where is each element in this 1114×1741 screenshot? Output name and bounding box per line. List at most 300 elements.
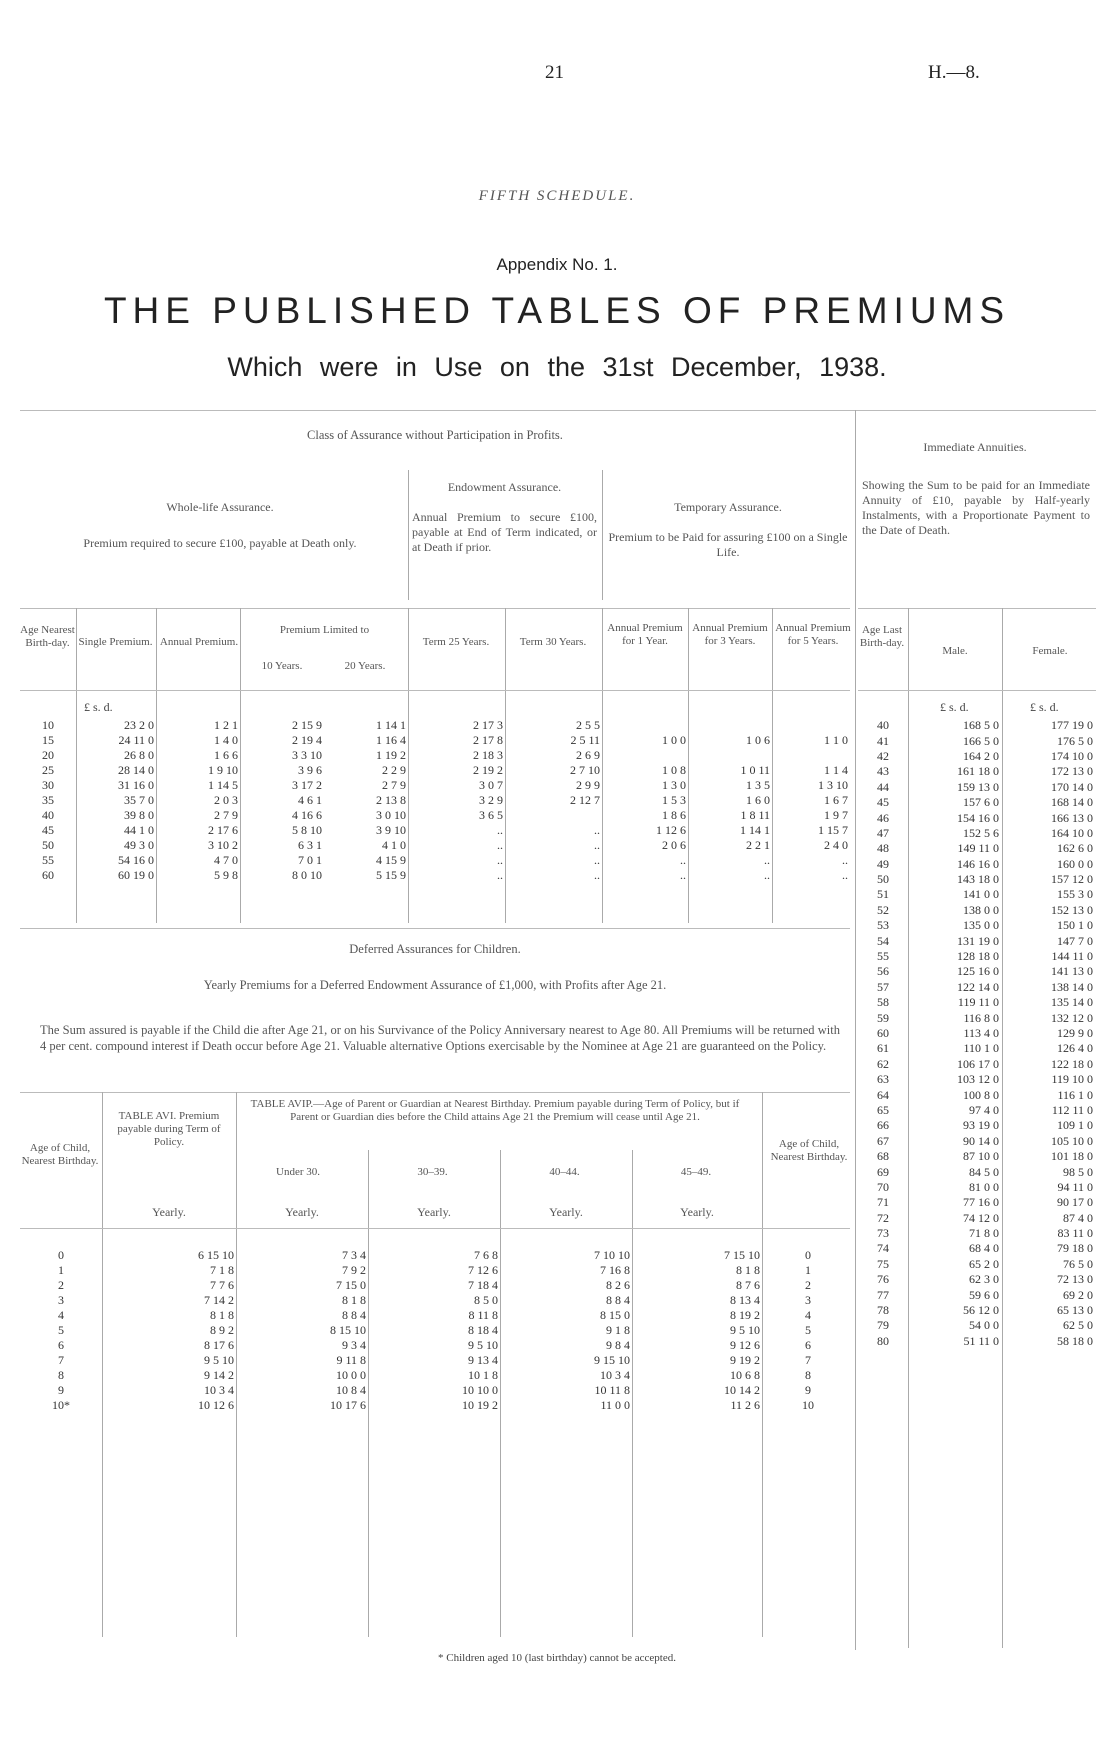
table-cell: 9 8 4 xyxy=(606,1338,630,1352)
lsd-marker-male: £ s. d. xyxy=(940,700,969,714)
table-cell: 76 xyxy=(877,1272,889,1287)
table-cell: .. xyxy=(842,868,848,882)
table-cell: 7 15 10 xyxy=(724,1248,760,1262)
table-cell: 7 1 8 xyxy=(210,1263,234,1277)
table-cell: .. xyxy=(594,853,600,867)
table-cell: 131 19 0 xyxy=(957,933,999,948)
table-cell: 84 5 0 xyxy=(969,1164,999,1179)
table-cell: 8 8 4 xyxy=(342,1308,366,1322)
table-cell: 2 12 7 xyxy=(570,793,600,807)
table-cell: 100 8 0 xyxy=(963,1087,999,1102)
table-row xyxy=(20,1353,854,1368)
table-row xyxy=(858,1103,1096,1118)
table-cell: 2 17 8 xyxy=(473,733,503,747)
table-row xyxy=(20,1278,854,1293)
table-cell: 9 3 4 xyxy=(342,1338,366,1352)
col-premium-limited: Premium Limited to xyxy=(279,624,370,636)
table-cell: 116 8 0 xyxy=(963,1010,999,1025)
table-cell: .. xyxy=(594,838,600,852)
table-cell: 155 3 0 xyxy=(1057,887,1093,902)
table-cell: 9 19 2 xyxy=(730,1353,760,1367)
yearly-label-b: Yearly. xyxy=(285,1205,319,1219)
table-cell: 7 7 6 xyxy=(210,1278,234,1292)
table-cell: 164 2 0 xyxy=(963,748,999,763)
table-cell: 10 14 2 xyxy=(724,1383,760,1397)
table-cell: 6 xyxy=(58,1338,64,1352)
table-cell: 5 xyxy=(805,1323,811,1337)
table-cell: 3 6 5 xyxy=(479,808,503,822)
table-row xyxy=(858,980,1096,995)
table-row xyxy=(858,964,1096,979)
table-cell: 64 xyxy=(877,1087,889,1102)
table-cell: 0 xyxy=(805,1248,811,1262)
table-cell: 10 19 2 xyxy=(462,1398,498,1412)
table-cell: 9 1 8 xyxy=(606,1323,630,1337)
table-cell: 110 1 0 xyxy=(963,1041,999,1056)
table-cell: 1 0 0 xyxy=(662,733,686,747)
table-cell: 129 9 0 xyxy=(1057,1026,1093,1040)
table-cell: 9 xyxy=(805,1383,811,1397)
children-table xyxy=(20,1248,854,1413)
table-row xyxy=(20,1398,854,1413)
table-cell: 80 xyxy=(877,1333,889,1348)
footnote: * Children aged 10 (last birthday) cannot be accepted. xyxy=(438,1652,676,1664)
table-cell: 44 xyxy=(877,779,889,794)
table-cell: 3 10 2 xyxy=(208,838,238,852)
col-male: Male. xyxy=(942,645,968,657)
table-cell xyxy=(688,718,772,733)
table-cell: 135 14 0 xyxy=(1051,995,1093,1010)
table-cell: 55 xyxy=(877,949,889,964)
table-cell: 72 13 0 xyxy=(1057,1272,1093,1287)
table-cell: 7 10 10 xyxy=(594,1248,630,1262)
yearly-label-a: Yearly. xyxy=(152,1205,186,1219)
table-cell: 10 6 8 xyxy=(730,1368,760,1382)
table-cell: 68 xyxy=(877,1149,889,1164)
table-cell: 3 0 10 xyxy=(376,808,406,822)
yearly-label-c: Yearly. xyxy=(417,1205,451,1219)
table-cell: 60 xyxy=(42,868,54,882)
table-cell: 1 6 0 xyxy=(746,793,770,807)
table-cell: 3 xyxy=(805,1293,811,1307)
table-cell: 1 14 5 xyxy=(208,778,238,792)
table-cell: .. xyxy=(594,823,600,837)
table-cell: 1 19 2 xyxy=(376,748,406,762)
table-cell: 10 17 6 xyxy=(330,1398,366,1412)
table-cell: 63 xyxy=(877,1072,889,1087)
table-cell: 23 2 0 xyxy=(124,718,154,732)
table-cell: 79 18 0 xyxy=(1057,1241,1093,1256)
col-20-years: 20 Years. xyxy=(344,660,386,672)
table-cell: 83 11 0 xyxy=(1057,1226,1093,1241)
col-annuity-age: Age Last Birth-day. xyxy=(859,624,905,650)
table-cell: 10 1 8 xyxy=(468,1368,498,1382)
table-row xyxy=(20,778,850,793)
table-row xyxy=(858,887,1096,902)
table-row xyxy=(858,749,1096,764)
table-cell: 55 xyxy=(42,853,54,867)
table-cell: 56 xyxy=(877,964,889,979)
table-row xyxy=(858,1164,1096,1179)
table-cell: 146 16 0 xyxy=(957,856,999,871)
table-cell: 2 13 8 xyxy=(376,793,406,807)
table-cell: 98 5 0 xyxy=(1063,1164,1093,1179)
table-cell: 48 xyxy=(877,841,889,856)
table-cell: 10 3 4 xyxy=(600,1368,630,1382)
table-row xyxy=(858,1057,1096,1072)
table-row xyxy=(858,795,1096,810)
annuity-table xyxy=(858,718,1096,1349)
table-cell: 10 xyxy=(802,1398,814,1412)
table-cell: 24 11 0 xyxy=(118,733,154,747)
table-cell: 10 xyxy=(42,718,54,732)
table-cell: 2 2 1 xyxy=(746,838,770,852)
table-cell: 4 15 9 xyxy=(376,853,406,867)
table-cell: 157 12 0 xyxy=(1051,872,1093,887)
table-cell: 4 16 6 xyxy=(292,808,322,822)
table-cell: 8 15 0 xyxy=(600,1308,630,1322)
table-cell: 59 xyxy=(877,1010,889,1025)
table-cell: 174 10 0 xyxy=(1051,748,1093,763)
col-temp-3yr: Annual Premium for 3 Years. xyxy=(692,622,768,648)
table-cell: 30 xyxy=(42,778,54,792)
table-cell: 35 7 0 xyxy=(124,793,154,807)
table-cell: 26 8 0 xyxy=(124,748,154,762)
table-cell xyxy=(505,808,602,823)
table-cell: 66 xyxy=(877,1118,889,1133)
table-row xyxy=(858,841,1096,856)
table-cell: 166 5 0 xyxy=(963,733,999,748)
table-cell: 9 5 10 xyxy=(468,1338,498,1352)
col-under-30: Under 30. xyxy=(276,1166,320,1178)
table-cell: 7 xyxy=(805,1353,811,1367)
table-cell: 15 xyxy=(42,733,54,747)
divider xyxy=(20,410,1096,411)
table-cell: 79 xyxy=(877,1318,889,1333)
table-cell: 62 xyxy=(877,1056,889,1071)
table-cell: 46 xyxy=(877,810,889,825)
table-cell: 1 16 4 xyxy=(376,733,406,747)
deferred-heading: Deferred Assurances for Children. xyxy=(349,942,521,956)
table-row xyxy=(858,1226,1096,1241)
table-cell: 78 xyxy=(877,1303,889,1318)
table-cell: 149 11 0 xyxy=(957,841,999,856)
whole-life-desc: Premium required to secure £100, payable at Death only. xyxy=(83,536,357,550)
table-cell: 6 15 10 xyxy=(198,1248,234,1262)
table-cell: 135 0 0 xyxy=(963,918,999,933)
table-cell: 5 xyxy=(58,1323,64,1337)
table-cell: .. xyxy=(842,853,848,867)
table-cell: 9 5 10 xyxy=(204,1353,234,1367)
table-avi: TABLE AVI. Premium payable during Term of Policy. xyxy=(117,1110,221,1149)
table-cell: 2 0 3 xyxy=(214,793,238,807)
table-cell: 10 11 8 xyxy=(594,1383,630,1397)
table-cell: .. xyxy=(764,853,770,867)
table-cell: 60 19 0 xyxy=(118,868,154,882)
table-cell: 122 18 0 xyxy=(1051,1056,1093,1071)
table-cell xyxy=(602,718,688,733)
table-cell: 45 xyxy=(42,823,54,837)
table-cell: .. xyxy=(497,838,503,852)
table-cell: 7 xyxy=(58,1353,64,1367)
table-cell: 112 11 0 xyxy=(1051,1102,1093,1117)
table-cell: 1 8 11 xyxy=(740,808,770,822)
table-cell: 125 16 0 xyxy=(957,964,999,979)
table-row xyxy=(858,1072,1096,1087)
table-cell: 1 1 4 xyxy=(824,763,848,777)
col-45-49: 45–49. xyxy=(680,1166,712,1178)
table-cell: 1 0 6 xyxy=(746,733,770,747)
table-row xyxy=(20,1308,854,1323)
table-row xyxy=(20,763,850,778)
table-cell: 28 14 0 xyxy=(118,763,154,777)
table-row xyxy=(858,1180,1096,1195)
table-row xyxy=(20,1323,854,1338)
table-cell: 25 xyxy=(42,763,54,777)
yearly-label-e: Yearly. xyxy=(680,1205,714,1219)
deferred-paragraph: The Sum assured is payable if the Child die after Age 21, or on his Survivance of the Policy Anniversary nearest to Age 80. All Premiums will be returned with 4 per cent. compound interest if Death occur before Age 21. Valuable alternative Options exercisable by the Nominee at Age 21 are guaranteed on the Policy. xyxy=(40,1023,840,1054)
table-cell: 2 5 11 xyxy=(570,733,600,747)
table-cell: 62 3 0 xyxy=(969,1272,999,1287)
table-row xyxy=(858,1211,1096,1226)
table-cell: 61 xyxy=(877,1041,889,1056)
table-cell: 71 8 0 xyxy=(969,1226,999,1241)
table-cell: 1 3 0 xyxy=(662,778,686,792)
table-cell: 2 7 9 xyxy=(214,808,238,822)
table-cell: 62 5 0 xyxy=(1063,1318,1093,1333)
table-cell: 51 11 0 xyxy=(963,1333,999,1348)
table-cell: 45 xyxy=(877,795,889,810)
table-cell: 116 1 0 xyxy=(1057,1087,1093,1102)
table-cell: 42 xyxy=(877,748,889,763)
schedule-label: FIFTH SCHEDULE. xyxy=(478,188,636,204)
table-cell: 1 14 1 xyxy=(740,823,770,837)
col-term-30: Term 30 Years. xyxy=(519,636,587,648)
table-cell: 40 xyxy=(42,808,54,822)
table-cell: 109 1 0 xyxy=(1057,1118,1093,1133)
table-row xyxy=(858,764,1096,779)
table-cell: 53 xyxy=(877,918,889,933)
table-cell: 5 15 9 xyxy=(376,868,406,882)
table-row xyxy=(20,718,850,733)
annuities-desc: Showing the Sum to be paid for an Immediate Annuity of £10, payable by Half-yearly Instalments, with a Proportionate Payment to the Date of Death. xyxy=(862,478,1090,537)
table-row xyxy=(858,995,1096,1010)
table-cell: 152 5 6 xyxy=(963,825,999,840)
table-cell: 1 12 6 xyxy=(656,823,686,837)
table-cell: 69 2 0 xyxy=(1063,1287,1093,1302)
table-cell: 3 xyxy=(58,1293,64,1307)
table-row xyxy=(858,903,1096,918)
table-row xyxy=(858,1241,1096,1256)
col-child-age: Age of Child, Nearest Birthday. xyxy=(21,1142,99,1168)
table-cell: 90 17 0 xyxy=(1057,1195,1093,1210)
table-cell: 1 15 7 xyxy=(818,823,848,837)
table-cell: 49 3 0 xyxy=(124,838,154,852)
table-row xyxy=(858,1010,1096,1025)
table-row xyxy=(858,826,1096,841)
table-row xyxy=(20,748,850,763)
table-cell: 119 10 0 xyxy=(1051,1072,1093,1087)
col-single-premium: Single Premium. xyxy=(78,636,153,648)
table-cell: 6 xyxy=(805,1338,811,1352)
table-cell: 154 16 0 xyxy=(957,810,999,825)
table-row xyxy=(858,933,1096,948)
table-cell: 177 19 0 xyxy=(1051,718,1093,733)
table-cell: 11 2 6 xyxy=(730,1398,760,1412)
table-cell: 160 0 0 xyxy=(1057,856,1093,871)
table-cell: 166 13 0 xyxy=(1051,810,1093,825)
table-row xyxy=(858,918,1096,933)
deferred-subheading: Yearly Premiums for a Deferred Endowment Assurance of £1,000, with Profits after Age 21. xyxy=(203,978,667,992)
table-cell: 157 6 0 xyxy=(963,795,999,810)
table-cell: 1 9 10 xyxy=(208,763,238,777)
table-cell: 51 xyxy=(877,887,889,902)
table-row xyxy=(20,853,850,868)
table-cell: 1 xyxy=(805,1263,811,1277)
table-cell: 122 14 0 xyxy=(957,979,999,994)
table-cell: 8 0 10 xyxy=(292,868,322,882)
table-cell: 9 15 10 xyxy=(594,1353,630,1367)
table-cell: 10 3 4 xyxy=(204,1383,234,1397)
table-cell: 10 12 6 xyxy=(198,1398,234,1412)
table-row xyxy=(20,1383,854,1398)
table-cell: 0 xyxy=(58,1248,64,1262)
table-cell: 8 xyxy=(805,1368,811,1382)
table-cell: 9 xyxy=(58,1383,64,1397)
table-cell: 7 0 1 xyxy=(298,853,322,867)
annuities-heading: Immediate Annuities. xyxy=(923,440,1027,454)
table-cell: 87 4 0 xyxy=(1063,1210,1093,1225)
table-cell: 10* xyxy=(52,1398,70,1412)
table-row xyxy=(858,1041,1096,1056)
page-number: 21 xyxy=(545,62,564,83)
table-cell: 7 18 4 xyxy=(468,1278,498,1292)
table-cell: 7 14 2 xyxy=(204,1293,234,1307)
table-cell: 6 3 1 xyxy=(298,838,322,852)
table-cell: 69 xyxy=(877,1164,889,1179)
table-cell: 77 16 0 xyxy=(963,1195,999,1210)
table-row xyxy=(20,808,850,823)
table-cell: 35 xyxy=(42,793,54,807)
table-row xyxy=(858,718,1096,733)
col-annual-premium: Annual Premium. xyxy=(159,636,239,648)
table-cell: 2 19 4 xyxy=(292,733,322,747)
table-cell: 74 xyxy=(877,1241,889,1256)
table-cell: 1 1 0 xyxy=(824,733,848,747)
table-cell: 1 9 7 xyxy=(824,808,848,822)
table-cell: 60 xyxy=(877,1026,889,1040)
table-cell: 164 10 0 xyxy=(1051,825,1093,840)
table-cell: 1 3 5 xyxy=(746,778,770,792)
class-heading: Class of Assurance without Participation in Profits. xyxy=(307,428,563,442)
table-cell: 49 xyxy=(877,856,889,871)
table-cell: 1 5 3 xyxy=(662,793,686,807)
table-row xyxy=(20,1293,854,1308)
table-cell: 141 13 0 xyxy=(1051,964,1093,979)
temporary-heading: Temporary Assurance. xyxy=(674,500,782,514)
col-term-25: Term 25 Years. xyxy=(422,636,490,648)
temporary-desc: Premium to be Paid for assuring £100 on a Single Life. xyxy=(608,530,848,559)
table-cell: 43 xyxy=(877,764,889,779)
table-cell: 5 9 8 xyxy=(214,868,238,882)
table-row xyxy=(858,1303,1096,1318)
table-cell: 1 3 10 xyxy=(818,778,848,792)
table-row xyxy=(858,1318,1096,1333)
col-40-44: 40–44. xyxy=(549,1166,580,1178)
table-cell: 4 7 0 xyxy=(214,853,238,867)
table-cell: 7 3 4 xyxy=(342,1248,366,1262)
table-cell: 44 1 0 xyxy=(124,823,154,837)
table-cell: 161 18 0 xyxy=(957,764,999,779)
page-title: THE PUBLISHED TABLES OF PREMIUMS xyxy=(103,290,1011,331)
table-row xyxy=(858,1195,1096,1210)
table-cell: 31 16 0 xyxy=(118,778,154,792)
table-cell: 8 13 4 xyxy=(730,1293,760,1307)
table-cell: 2 4 0 xyxy=(824,838,848,852)
table-row xyxy=(858,733,1096,748)
table-cell: 168 5 0 xyxy=(963,718,999,733)
col-child-age-right: Age of Child, Nearest Birthday. xyxy=(770,1138,848,1164)
table-cell: 76 5 0 xyxy=(1063,1256,1093,1271)
table-cell: 54 xyxy=(877,933,889,948)
table-cell: 11 0 0 xyxy=(600,1398,630,1412)
table-cell: 106 17 0 xyxy=(957,1056,999,1071)
table-cell: 65 xyxy=(877,1102,889,1117)
table-cell: 8 9 2 xyxy=(210,1323,234,1337)
table-cell: 2 15 9 xyxy=(292,718,322,732)
endowment-desc: Annual Premium to secure £100, payable at End of Term indicated, or at Death if prior. xyxy=(412,510,597,554)
table-cell: 39 8 0 xyxy=(124,808,154,822)
table-cell: 2 17 6 xyxy=(208,823,238,837)
table-cell: 8 1 8 xyxy=(342,1293,366,1307)
lsd-marker: £ s. d. xyxy=(84,700,113,714)
table-cell: 128 18 0 xyxy=(957,949,999,964)
table-cell: 8 17 6 xyxy=(204,1338,234,1352)
table-cell: .. xyxy=(680,853,686,867)
table-cell: 143 18 0 xyxy=(957,872,999,887)
table-cell: 93 19 0 xyxy=(963,1118,999,1133)
premium-table xyxy=(20,718,850,883)
table-cell: 77 xyxy=(877,1287,889,1302)
table-cell: 2 xyxy=(805,1278,811,1292)
table-cell: 4 xyxy=(58,1308,64,1322)
table-cell: 9 13 4 xyxy=(468,1353,498,1367)
table-cell: 65 13 0 xyxy=(1057,1303,1093,1318)
table-row xyxy=(858,810,1096,825)
table-cell: 2 17 3 xyxy=(473,718,503,732)
table-cell: 126 4 0 xyxy=(1057,1041,1093,1056)
table-cell: 10 8 4 xyxy=(336,1383,366,1397)
table-cell: 2 2 9 xyxy=(382,763,406,777)
table-cell: .. xyxy=(497,853,503,867)
table-row xyxy=(858,780,1096,795)
appendix-label: Appendix No. 1. xyxy=(496,255,618,274)
table-cell: .. xyxy=(497,868,503,882)
table-cell: 97 4 0 xyxy=(969,1102,999,1117)
table-cell: 59 6 0 xyxy=(969,1287,999,1302)
table-cell: 159 13 0 xyxy=(957,779,999,794)
table-cell: 4 xyxy=(805,1308,811,1322)
table-cell xyxy=(772,718,850,733)
table-cell xyxy=(688,748,772,763)
table-cell: 65 2 0 xyxy=(969,1256,999,1271)
table-cell: 40 xyxy=(877,718,889,733)
table-cell: 4 1 0 xyxy=(382,838,406,852)
table-cell: 10 0 0 xyxy=(336,1368,366,1382)
table-cell: 2 7 10 xyxy=(570,763,600,777)
table-cell: 56 12 0 xyxy=(963,1303,999,1318)
table-cell: 1 6 6 xyxy=(214,748,238,762)
